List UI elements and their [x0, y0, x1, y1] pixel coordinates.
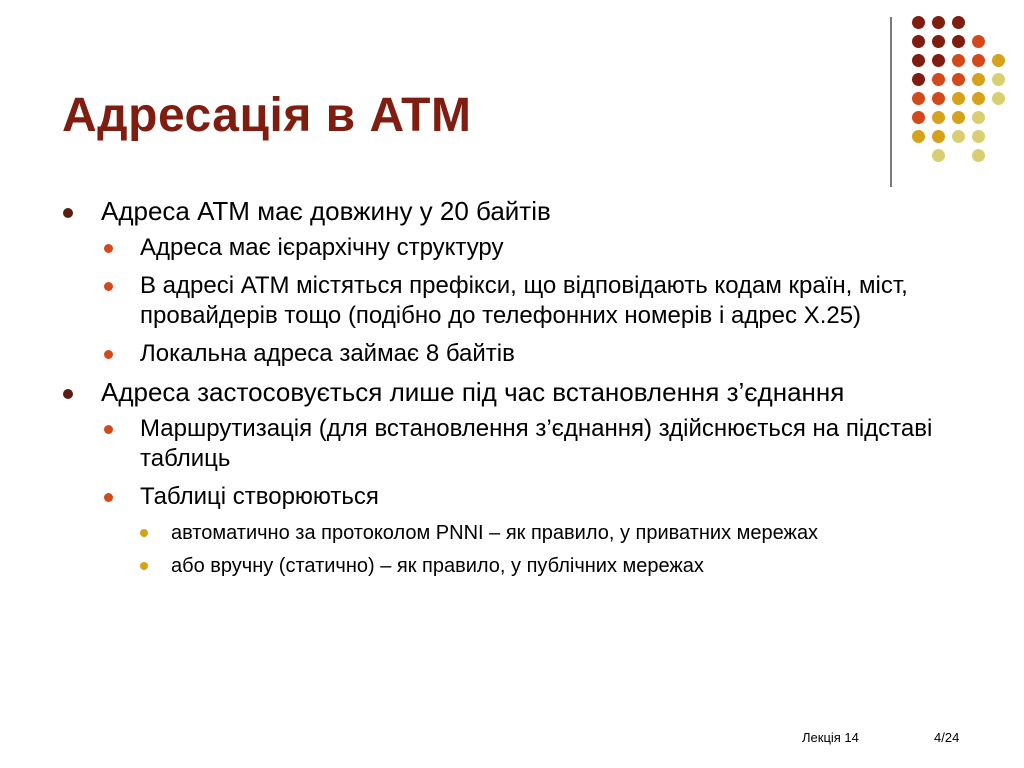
decorative-dot-icon [952, 16, 965, 29]
decorative-dot-icon [932, 92, 945, 105]
bullet-dot-icon [104, 425, 113, 434]
decorative-dot-icon [972, 130, 985, 143]
subbullet-hierarchical-structure [60, 233, 980, 263]
decorative-dot-icon [932, 54, 945, 67]
footer-lecture-label: Лекція 14 [802, 730, 859, 745]
decorative-dot-icon [992, 92, 1005, 105]
subbullet-routing-tables [60, 414, 980, 474]
bullet-dot-icon [104, 350, 113, 359]
bullet-text: Адреса має ієрархічну структуру [140, 234, 504, 261]
subsubbullet-manual-static [60, 553, 980, 579]
bullet-dot-icon [104, 244, 113, 253]
bullet-address-usage [60, 377, 980, 408]
decorative-dot-icon [952, 35, 965, 48]
bullet-dot-icon [63, 389, 73, 399]
decorative-dot-icon [992, 73, 1005, 86]
bullet-text: Таблиці створюються [140, 483, 379, 510]
bullet-text: Адреса АТМ має довжину у 20 байтів [101, 196, 551, 226]
decorative-dot-icon [952, 111, 965, 124]
decorative-dot-icon [932, 111, 945, 124]
decorative-dot-icon [912, 92, 925, 105]
decorative-dot-icon [992, 54, 1005, 67]
decorative-dot-icon [932, 35, 945, 48]
bullet-text: Маршрутизація (для встановлення з’єднання) здійснюється на підставі таблиць [140, 415, 933, 472]
decorative-dot-icon [972, 73, 985, 86]
decorative-dot-icon [932, 149, 945, 162]
decorative-dot-icon [972, 35, 985, 48]
decorative-dot-icon [932, 16, 945, 29]
subbullet-local-address [60, 339, 980, 369]
title-divider-line [890, 17, 892, 187]
decorative-dot-icon [912, 73, 925, 86]
decorative-dot-icon [952, 92, 965, 105]
footer-page-number: 4/24 [934, 730, 960, 745]
decorative-dot-icon [932, 73, 945, 86]
slide-body [60, 196, 980, 586]
bullet-text: або вручну (статично) – як правило, у публічних мережах [171, 555, 704, 577]
decorative-dot-icon [972, 54, 985, 67]
bullet-text: В адресі АТМ містяться префікси, що відповідають кодам країн, міст, провайдерів тощо (подібно до телефонних номерів і адрес Х.25) [140, 272, 908, 329]
bullet-dot-icon [63, 208, 73, 218]
bullet-dot-icon [140, 562, 148, 570]
decorative-dot-icon [972, 149, 985, 162]
decorative-dot-icon [912, 111, 925, 124]
bullet-dot-icon [104, 282, 113, 291]
bullet-text: Адреса застосовується лише під час встановлення з’єднання [101, 377, 845, 407]
decorative-dot-icon [912, 16, 925, 29]
bullet-dot-icon [140, 529, 148, 537]
decorative-dot-icon [912, 130, 925, 143]
bullet-address-length [60, 196, 980, 227]
decorative-dot-icon [952, 54, 965, 67]
bullet-dot-icon [104, 493, 113, 502]
decorative-dot-icon [912, 54, 925, 67]
subbullet-tables-created [60, 482, 980, 512]
bullet-text: Локальна адреса займає 8 байтів [140, 340, 515, 367]
decorative-dot-icon [932, 130, 945, 143]
decorative-dot-icon [952, 73, 965, 86]
decorative-dot-icon [972, 92, 985, 105]
bullet-text: автоматично за протоколом PNNI – як правило, у приватних мережах [171, 522, 819, 544]
subbullet-prefixes [60, 271, 980, 331]
subsubbullet-automatic-pnni [60, 520, 980, 546]
decorative-dot-icon [912, 35, 925, 48]
decorative-dot-icon [952, 130, 965, 143]
slide-title: Адресація в ATM [62, 89, 472, 142]
decorative-dot-icon [972, 111, 985, 124]
